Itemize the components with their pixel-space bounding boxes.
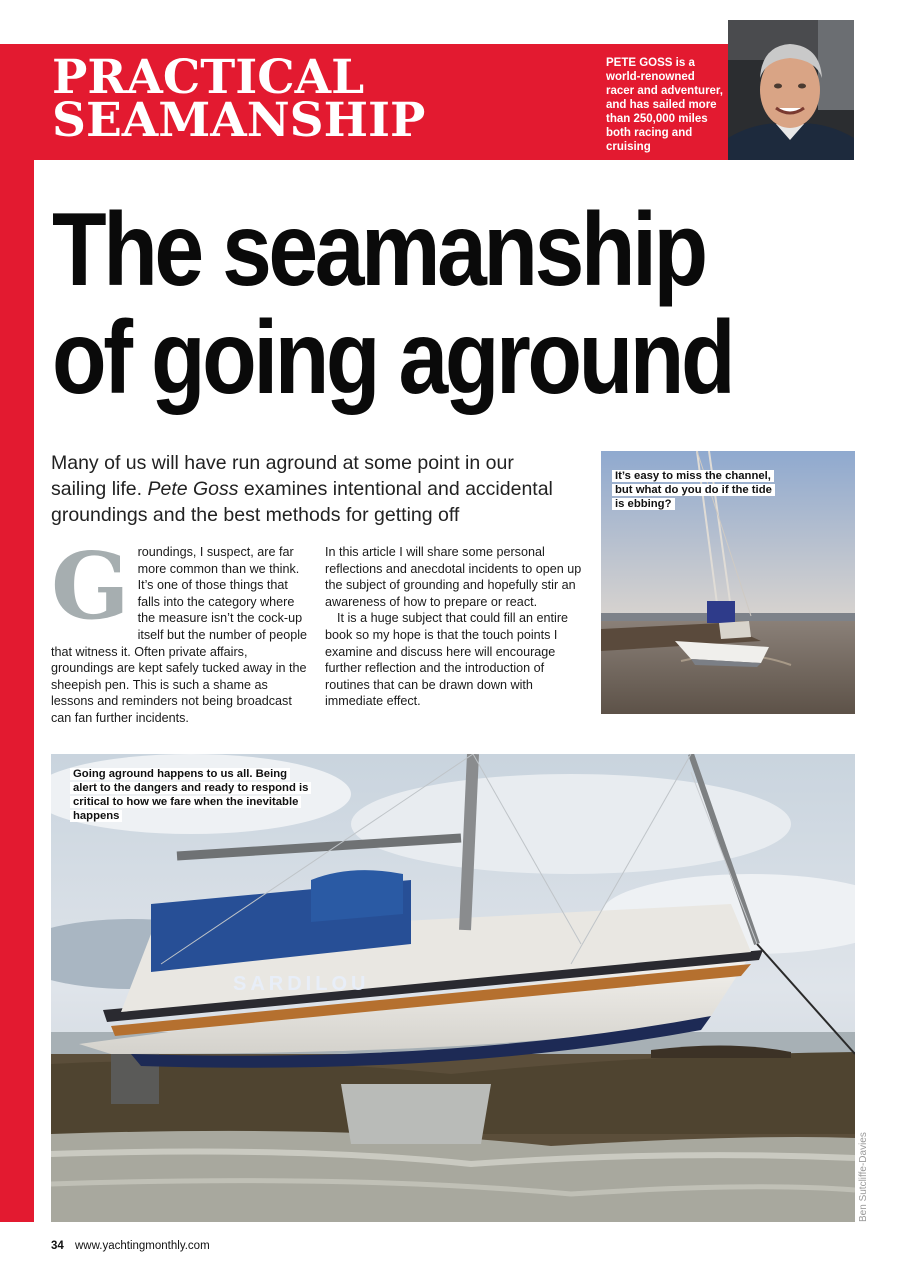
standfirst-text-start: Many of us will have run aground at some point in our sailing life. <box>51 452 514 500</box>
photo-credit: Ben Sutcliffe-Davies <box>858 1132 869 1222</box>
caption-large-photo-text: Going aground happens to us all. Being alert to the dangers and ready to respond is critical to how we fare when the inevitable happens <box>70 768 311 822</box>
page-number: 34 <box>51 1240 64 1252</box>
standfirst-author: Pete Goss <box>147 478 239 500</box>
headline-line1: The seamanship <box>52 192 705 308</box>
section-title-line2: SEAMANSHIP <box>52 93 426 148</box>
body-column-1 <box>51 532 309 727</box>
body-paragraph: In this article I will share some personal reflections and anecdotal incidents to open up the subject of grounding and hopefully stir an awareness of how to prepare or react. <box>325 545 582 609</box>
page-footer <box>51 1240 210 1252</box>
standfirst-text-end: examines intentional and accidental groundings and the best methods for getting off <box>51 478 553 526</box>
drop-cap: G <box>51 532 130 640</box>
section-title-line1: PRACTICAL <box>52 50 365 105</box>
headline <box>52 192 733 416</box>
standfirst <box>51 450 571 528</box>
grounded-yacht-photo-large <box>51 754 855 1222</box>
caption-large-photo <box>70 767 310 823</box>
boat-name: SARDILOU <box>233 973 370 995</box>
caption-small-photo <box>612 469 772 511</box>
author-bio: PETE GOSS is a world-renowned racer and adventurer, and has sailed more than 250,000 miles both racing and cruising <box>606 57 723 153</box>
author-photo <box>728 20 854 160</box>
body-column-2 <box>325 544 583 710</box>
footer-url: www.yachtingmonthly.com <box>75 1240 210 1252</box>
caption-small-photo-text: It’s easy to miss the channel, but what do you do if the tide is ebbing? <box>612 470 775 510</box>
body-paragraph: It is a huge subject that could fill an entire book so my hope is that the touch points I examine and discuss here will encourage further reflection and the introduction of routines that can be drawn down with immediate effect. <box>325 611 569 709</box>
body-paragraph: roundings, I suspect, are far more common than we think. It’s one of those things that falls into the category where the measure isn’t the cock-up itself but the number of people that witness it. Often private affairs, groundings are kept safely tucked away in the sheepish pen. This is such a shame as lessons and reminders not being broadcast can fan further incidents. <box>51 545 308 725</box>
section-title <box>52 50 426 148</box>
left-accent-bar <box>0 44 34 1222</box>
headline-line2: of going aground <box>52 300 733 416</box>
